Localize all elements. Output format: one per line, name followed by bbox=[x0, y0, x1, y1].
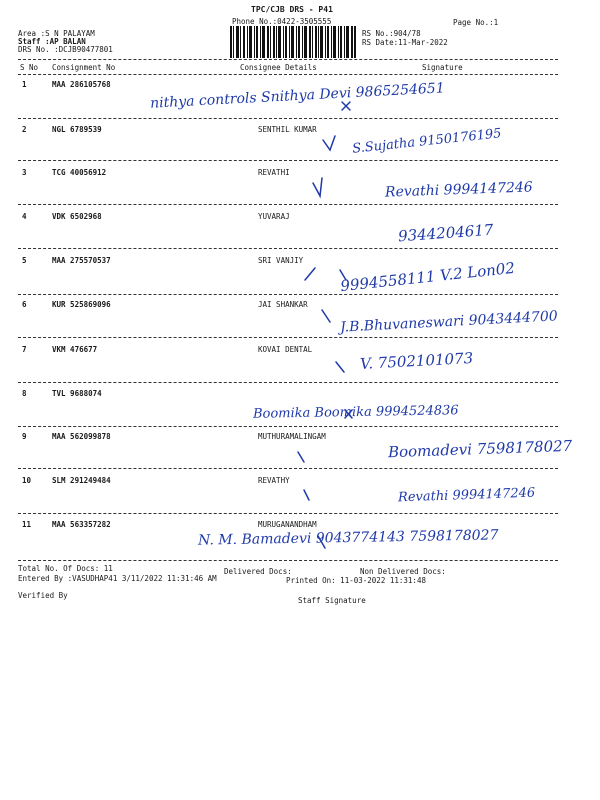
rs-date: RS Date:11-Mar-2022 bbox=[362, 38, 448, 47]
consignee-name: MUTHURAMALINGAM bbox=[258, 432, 326, 441]
col-signature: Signature bbox=[422, 63, 463, 72]
consignment-number: MAA 275570537 bbox=[52, 256, 111, 265]
tick-mark bbox=[318, 536, 325, 548]
area-label: Area :S N PALAYAM bbox=[18, 29, 95, 38]
handwritten-signature: N. M. Bamadevi 9043774143 7598178027 bbox=[197, 527, 499, 549]
consignment-number: VKM 476677 bbox=[52, 345, 98, 354]
handwritten-signature: Boomadevi 7598178027 bbox=[387, 436, 573, 462]
handwritten-signature: Revathi 9994147246 bbox=[397, 485, 536, 506]
tick-mark bbox=[304, 490, 309, 500]
consignment-number: VDK 6502968 bbox=[52, 212, 102, 221]
consignee-name: MURUGANANDHAM bbox=[258, 520, 317, 529]
consignment-number: MAA 563357282 bbox=[52, 520, 111, 529]
consignee-name: YUVARAJ bbox=[258, 212, 290, 221]
handwritten-signature: V. 7502101073 bbox=[359, 349, 474, 373]
consignee-name: REVATHI bbox=[258, 168, 290, 177]
row-number: 4 bbox=[22, 212, 27, 221]
consignment-number: TCG 40056912 bbox=[52, 168, 107, 177]
consignment-number: TVL 9688074 bbox=[52, 389, 102, 398]
row-number: 11 bbox=[22, 520, 32, 529]
consignee-name: SENTHIL KUMAR bbox=[258, 125, 317, 134]
row-number: 10 bbox=[22, 476, 32, 485]
consignment-number: SLM 291249484 bbox=[52, 476, 111, 485]
col-sno: S No bbox=[20, 63, 39, 72]
row-number: 1 bbox=[22, 80, 27, 89]
row-number: 2 bbox=[22, 125, 27, 134]
tick-mark bbox=[342, 102, 350, 110]
handwritten-signature: nithya controls Snithya Devi 9865254651 bbox=[149, 80, 446, 112]
consignment-number: MAA 562099878 bbox=[52, 432, 111, 441]
col-consignment: Consignment No bbox=[52, 63, 116, 72]
rs-number: RS No.:904/78 bbox=[362, 29, 421, 38]
consignee-name: KOVAI DENTAL bbox=[258, 345, 313, 354]
drs-number: DRS No. :DCJB90477801 bbox=[18, 45, 113, 54]
consignee-name: REVATHY bbox=[258, 476, 290, 485]
handwritten-signature: 9994558111 V.2 Lon02 bbox=[339, 258, 516, 296]
tick-mark bbox=[336, 362, 344, 372]
tick-mark bbox=[322, 310, 330, 322]
tick-mark bbox=[323, 136, 335, 150]
phone-number: Phone No.:0422-3505555 bbox=[232, 17, 332, 26]
delivered-docs: Delivered Docs: bbox=[224, 567, 292, 576]
consignment-number: NGL 6789539 bbox=[52, 125, 102, 134]
col-consignee: Consignee Details bbox=[240, 63, 317, 72]
staff-label: Staff :AP BALAN bbox=[18, 37, 86, 46]
tick-mark bbox=[298, 452, 304, 462]
handwritten-signature: Boomika Boomika 9994524836 bbox=[252, 403, 459, 422]
printed-on: Printed On: 11-03-2022 11:31:48 bbox=[286, 576, 426, 585]
document-title: TPC/CJB DRS - P41 bbox=[251, 5, 333, 14]
total-docs: Total No. Of Docs: 11 bbox=[18, 564, 113, 573]
handwritten-signature: 9344204617 bbox=[397, 220, 494, 246]
row-number: 5 bbox=[22, 256, 27, 265]
page-number: Page No.:1 bbox=[453, 18, 499, 27]
consignee-name: JAI SHANKAR bbox=[258, 300, 308, 309]
consignment-number: KUR 525869096 bbox=[52, 300, 111, 309]
tick-mark bbox=[305, 268, 346, 280]
row-number: 7 bbox=[22, 345, 27, 354]
non-delivered-docs: Non Delivered Docs: bbox=[360, 567, 446, 576]
row-number: 9 bbox=[22, 432, 27, 441]
tick-mark bbox=[313, 178, 322, 196]
row-number: 3 bbox=[22, 168, 27, 177]
tick-mark bbox=[345, 410, 352, 418]
entered-by: Entered By :VASUDHAP41 3/11/2022 11:31:46 AM bbox=[18, 574, 217, 583]
verified-by: Verified By bbox=[18, 591, 68, 600]
row-number: 6 bbox=[22, 300, 27, 309]
row-number: 8 bbox=[22, 389, 27, 398]
staff-signature: Staff Signature bbox=[298, 596, 366, 605]
consignee-name: SRI VANJIY bbox=[258, 256, 304, 265]
handwritten-signature: J.B.Bhuvaneswari 9043444700 bbox=[339, 308, 559, 336]
consignment-number: MAA 286105768 bbox=[52, 80, 111, 89]
handwritten-signature: Revathi 9994147246 bbox=[384, 179, 533, 201]
handwritten-signature: S.Sujatha 9150176195 bbox=[351, 126, 503, 157]
